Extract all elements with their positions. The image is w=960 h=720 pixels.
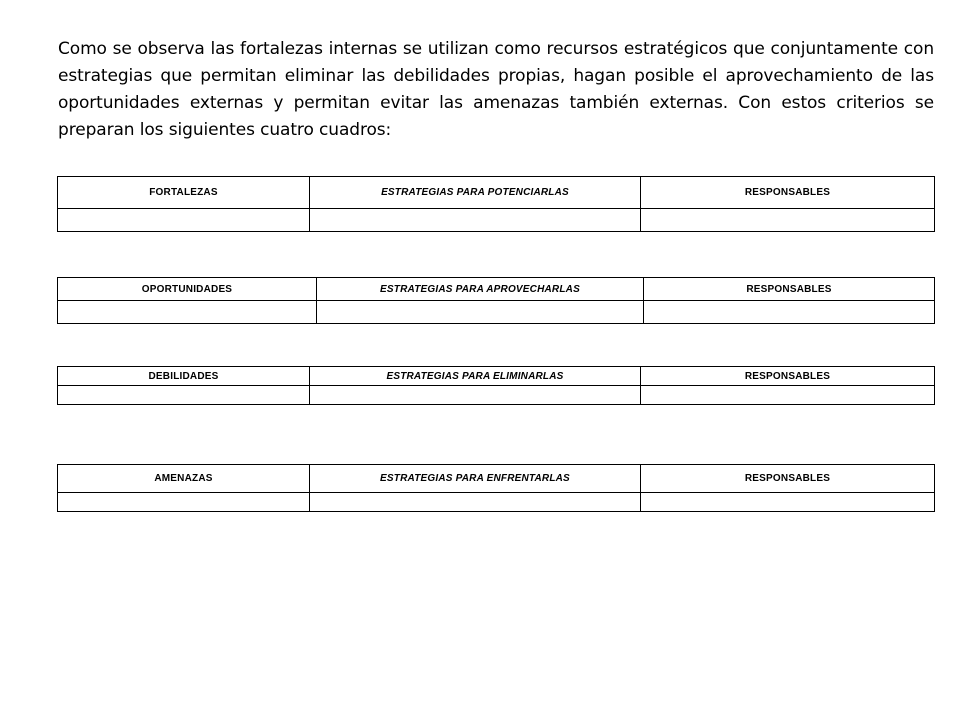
table-header-row: [58, 177, 935, 209]
empty-cell[interactable]: [317, 301, 644, 324]
column-header-fortalezas: FORTALEZAS: [58, 177, 310, 209]
column-header-responsables: RESPONSABLES: [641, 465, 935, 493]
debilidades-table: [57, 366, 935, 405]
column-header-estrategias: ESTRATEGIAS PARA POTENCIARLAS: [310, 177, 641, 209]
empty-cell[interactable]: [641, 209, 935, 232]
empty-cell[interactable]: [310, 493, 641, 512]
amenazas-table: [57, 464, 935, 512]
column-header-estrategias: ESTRATEGIAS PARA ENFRENTARLAS: [310, 465, 641, 493]
empty-cell[interactable]: [58, 493, 310, 512]
empty-cell[interactable]: [58, 301, 317, 324]
column-header-estrategias: ESTRATEGIAS PARA ELIMINARLAS: [310, 367, 641, 386]
table-row: [58, 386, 935, 405]
column-header-responsables: RESPONSABLES: [644, 278, 935, 301]
column-header-amenazas: AMENAZAS: [58, 465, 310, 493]
table-header-row: [58, 278, 935, 301]
column-header-responsables: RESPONSABLES: [641, 177, 935, 209]
oportunidades-table: [57, 277, 935, 324]
column-header-responsables: RESPONSABLES: [641, 367, 935, 386]
table-header-row: [58, 367, 935, 386]
fortalezas-table: [57, 176, 935, 232]
empty-cell[interactable]: [310, 209, 641, 232]
empty-cell[interactable]: [641, 493, 935, 512]
empty-cell[interactable]: [310, 386, 641, 405]
column-header-estrategias: ESTRATEGIAS PARA APROVECHARLAS: [317, 278, 644, 301]
empty-cell[interactable]: [58, 386, 310, 405]
table-header-row: [58, 465, 935, 493]
empty-cell[interactable]: [641, 386, 935, 405]
table-row: [58, 209, 935, 232]
table-row: [58, 301, 935, 324]
column-header-debilidades: DEBILIDADES: [58, 367, 310, 386]
empty-cell[interactable]: [58, 209, 310, 232]
table-row: [58, 493, 935, 512]
empty-cell[interactable]: [644, 301, 935, 324]
column-header-oportunidades: OPORTUNIDADES: [58, 278, 317, 301]
intro-paragraph: Como se observa las fortalezas internas se utilizan como recursos estratégicos que conjuntamente con estrategias que permitan eliminar las debilidades propias, hagan posible el aprovechamiento de las oportunidades externas y permitan evitar las amenazas también externas. Con estos criterios se preparan los siguientes cuatro cuadros:: [58, 39, 934, 140]
